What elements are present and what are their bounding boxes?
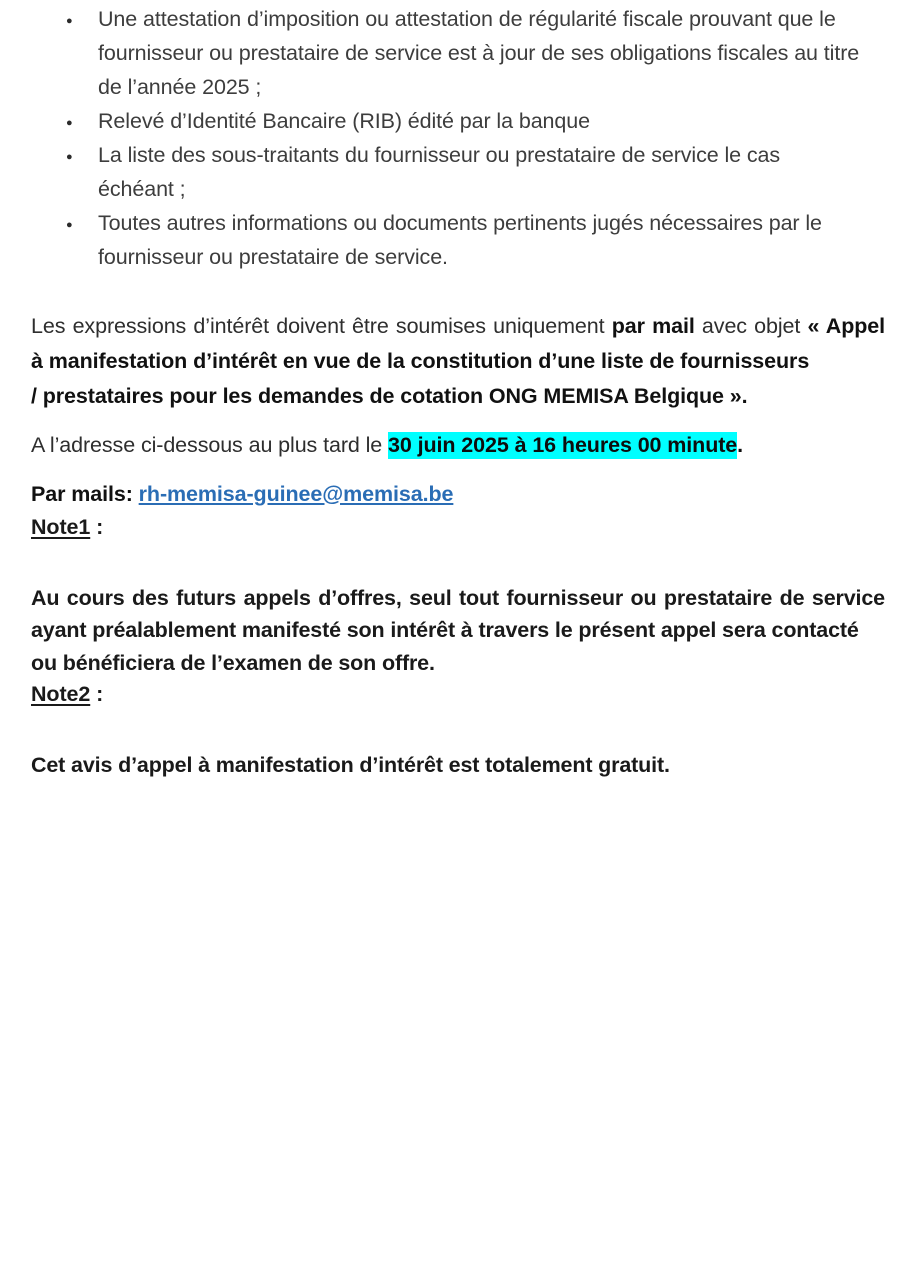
- note1-label-text: Note1: [31, 515, 91, 539]
- list-item-text: La liste des sous-traitants du fournisseur ou prestataire de service le cas échéant ;: [98, 143, 781, 201]
- note1-body: [31, 582, 885, 680]
- submission-subject-line-2: / prestataires pour les demandes de cotation ONG MEMISA Belgique ».: [31, 383, 748, 408]
- list-item: [31, 206, 888, 274]
- submission-subject-line-1: « Appel à manifestation d’intérêt en vue de la constitution d’une liste de fournisseurs: [31, 313, 885, 373]
- list-item-text: Toutes autres informations ou documents pertinents jugés nécessaires par le fournisseur ou prestataire de service.: [98, 211, 822, 269]
- bullet-point-icon: [66, 138, 75, 172]
- note1-label-colon: :: [90, 515, 104, 539]
- deadline-highlight: 30 juin 2025 à 16 heures 00 minute: [388, 432, 738, 457]
- note1-heading: [31, 511, 103, 543]
- contact-paragraph: [31, 477, 885, 512]
- email-link[interactable]: rh-memisa-guinee@memisa.be: [138, 481, 454, 506]
- list-item-text: Une attestation d’imposition ou attestation de régularité fiscale prouvant que le fournisseur ou prestataire de service est à jour de ses obligations fiscales au titre de l’année 2025 ;: [98, 7, 860, 99]
- submission-paragraph: [31, 309, 885, 414]
- note2-label-text: Note2: [31, 682, 91, 706]
- list-item-text: Relevé d’Identité Bancaire (RIB) édité par la banque: [98, 109, 590, 133]
- deadline-prefix-text: A l’adresse ci-dessous au plus tard le: [31, 432, 389, 457]
- submission-intro-tail: avec objet: [694, 313, 801, 338]
- note2-line-1: Cet avis d’appel à manifestation d’intérêt est totalement gratuit.: [31, 752, 670, 777]
- submission-intro-text: Les expressions d’intérêt doivent être soumises uniquement: [31, 313, 612, 338]
- note2-body: [31, 749, 885, 782]
- deadline-suffix: .: [737, 432, 744, 457]
- submission-channel-bold: par mail: [611, 313, 695, 338]
- note1-line-3: ou bénéficiera de l’examen de son offre.: [31, 650, 435, 675]
- deadline-paragraph: [31, 428, 885, 463]
- contact-label: Par mails:: [31, 481, 139, 506]
- bullet-point-icon: [66, 2, 75, 36]
- note2-label-colon: :: [90, 682, 104, 706]
- bullet-point-icon: [66, 206, 75, 240]
- note2-heading: [31, 678, 103, 710]
- bullet-point-icon: [66, 104, 75, 138]
- requirements-list: [31, 2, 884, 274]
- note1-line-1: Au cours des futurs appels d’offres, seul tout fournisseur ou prestataire de service: [31, 585, 885, 610]
- list-item: [31, 138, 838, 206]
- list-item: [31, 2, 884, 104]
- list-item: [31, 104, 884, 138]
- note1-line-2: ayant préalablement manifesté son intérêt à travers le présent appel sera contacté: [31, 618, 859, 642]
